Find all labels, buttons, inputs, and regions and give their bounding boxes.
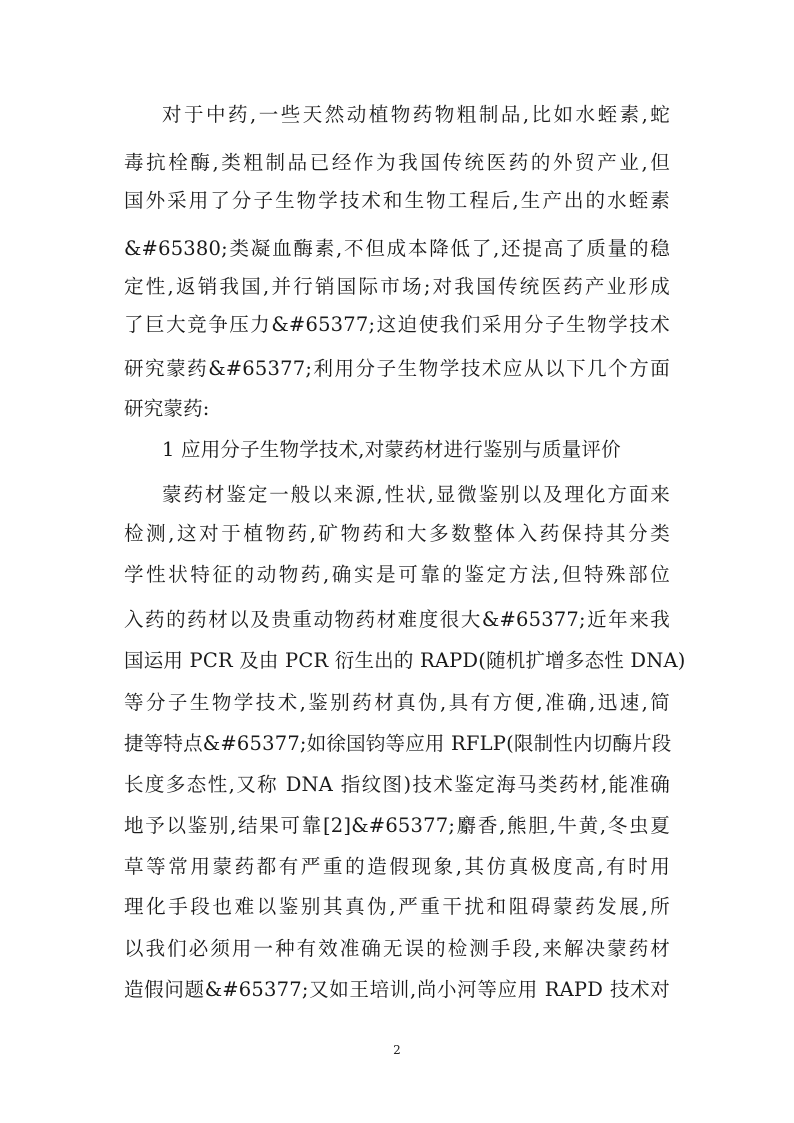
paragraph-line: 了巨大竞争压力&#65377;这迫使我们采用分子生物学技术 [124,313,670,336]
paragraph-line: 研究蒙药: [124,397,210,420]
paragraph-line: 理化手段也难以鉴别其真伪,严重干扰和阻碍蒙药发展,所 [124,895,670,918]
paragraph-line: 对于中药,一些天然动植物药物粗制品,比如水蛭素,蛇 [162,103,670,126]
section-heading: 1 应用分子生物学技术,对蒙药材进行鉴别与质量评价 [162,438,621,461]
paragraph-line: 毒抗栓酶,类粗制品已经作为我国传统医药的外贸产业,但 [124,151,670,174]
paragraph-line: 造假问题&#65377;又如王培训,尚小河等应用 RAPD 技术对 [124,978,670,1001]
paragraph-line: 蒙药材鉴定一般以来源,性状,显微鉴别以及理化方面来 [162,483,670,506]
page-number: 2 [393,1043,401,1057]
paragraph-line: 以我们必须用一种有效准确无误的检测手段,来解决蒙药材 [124,937,670,960]
paragraph-line: 检测,这对于植物药,矿物药和大多数整体入药保持其分类 [124,522,670,545]
paragraph-line: 研究蒙药&#65377;利用分子生物学技术应从以下几个方面 [124,357,670,380]
paragraph-line: 国外采用了分子生物学技术和生物工程后,生产出的水蛭素 [124,189,670,212]
paragraph-line: &#65380;类凝血酶素,不但成本降低了,还提高了质量的稳 [124,237,670,260]
paragraph-line: 捷等特点&#65377;如徐国钧等应用 RFLP(限制性内切酶片段 [124,732,672,755]
paragraph-line: 草等常用蒙药都有严重的造假现象,其仿真极度高,有时用 [124,855,670,878]
paragraph-line: 学性状特征的动物药,确实是可靠的鉴定方法,但特殊部位 [124,563,670,586]
paragraph-line: 定性,返销我国,并行销国际市场;对我国传统医药产业形成 [124,275,670,298]
paragraph-line: 入药的药材以及贵重动物药材难度很大&#65377;近年来我 [124,608,670,631]
paragraph-line: 国运用 PCR 及由 PCR 衍生出的 RAPD(随机扩增多态性 DNA) [124,649,686,672]
paragraph-line: 地予以鉴别,结果可靠[2]&#65377;麝香,熊胆,牛黄,冬虫夏 [124,814,670,837]
paragraph-line: 长度多态性,又称 DNA 指纹图)技术鉴定海马类药材,能准确 [124,773,670,796]
paragraph-line: 等分子生物学技术,鉴别药材真伪,具有方便,准确,迅速,简 [124,691,670,714]
